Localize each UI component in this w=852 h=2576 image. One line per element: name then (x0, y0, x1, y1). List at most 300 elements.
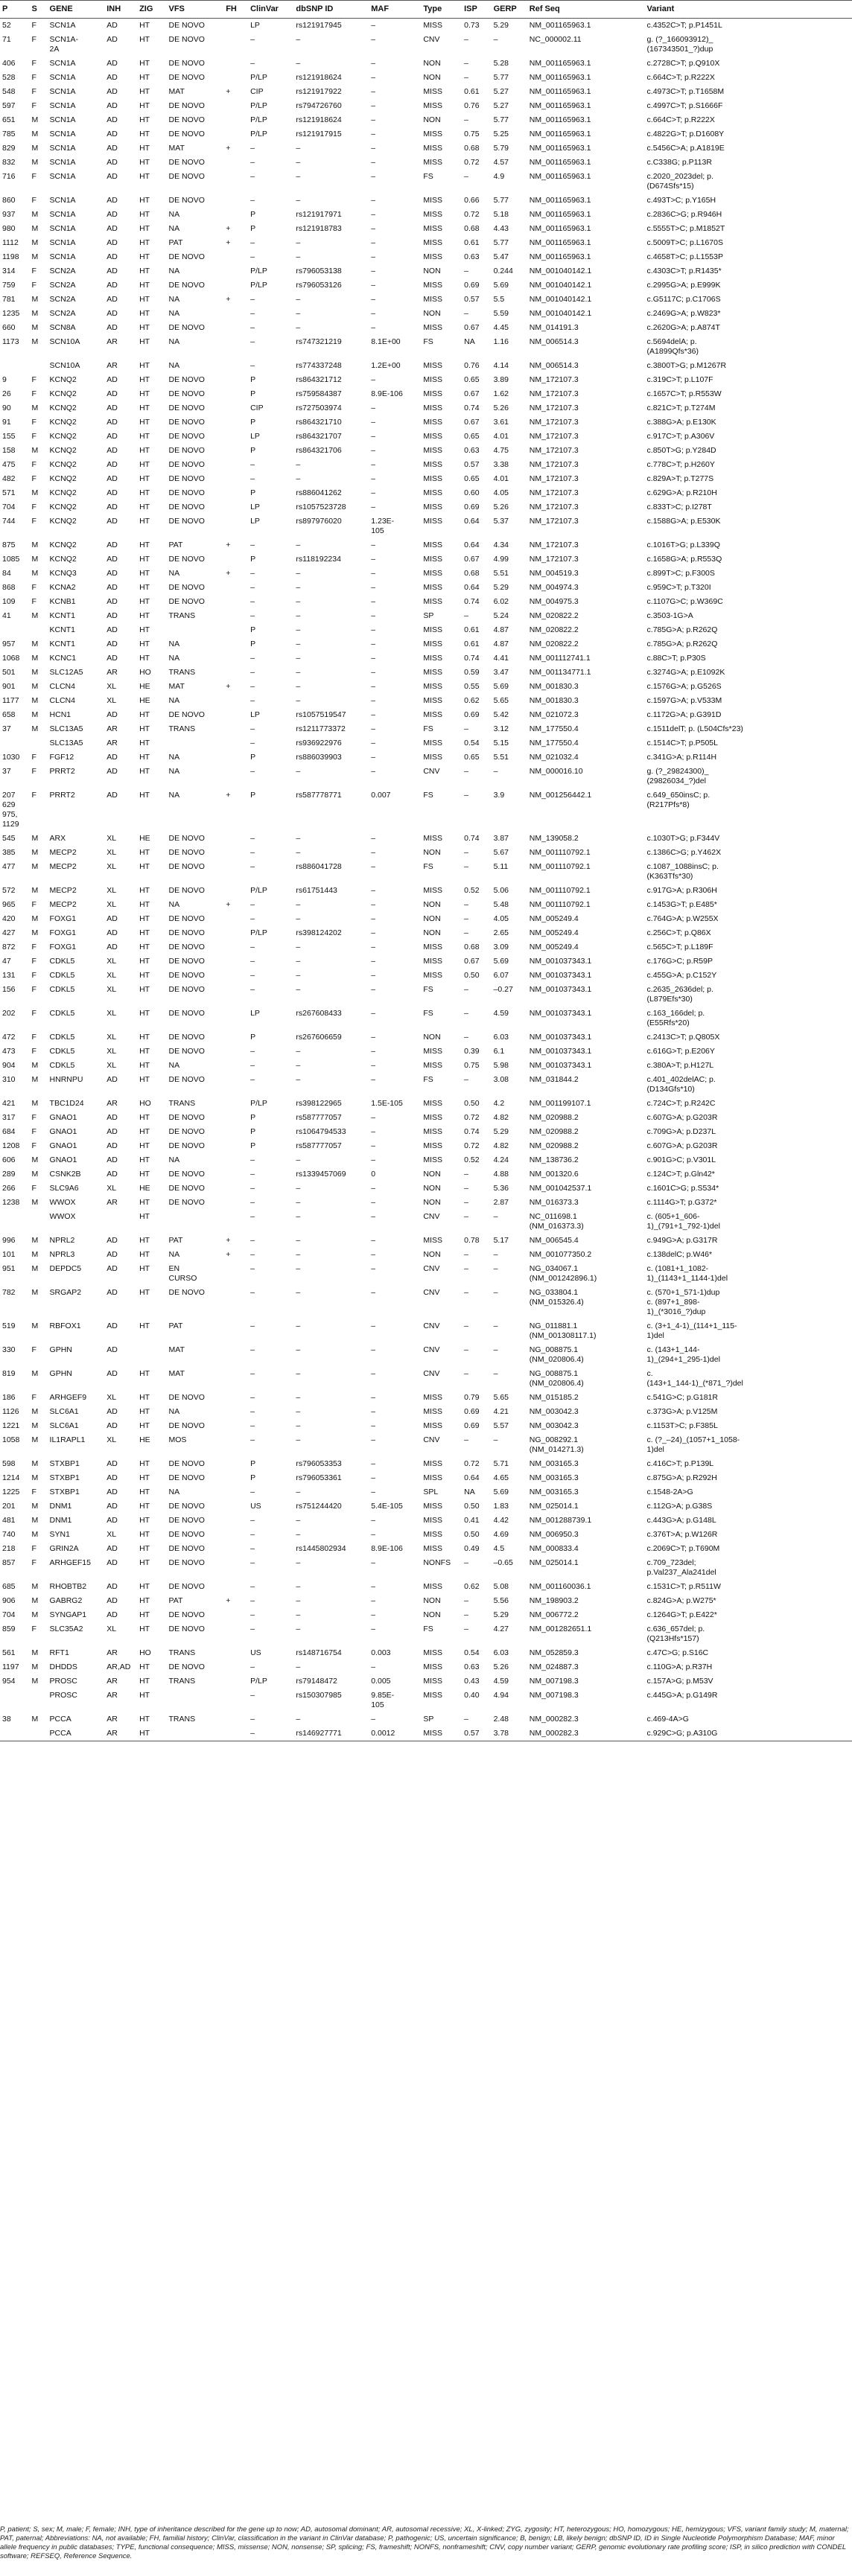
table-row (0, 1419, 852, 1433)
table-cell: DE NOVO (168, 488, 205, 497)
table-cell (223, 736, 248, 750)
table-cell (223, 1471, 248, 1485)
table-cell: DE NOVO (168, 389, 205, 398)
table-cell: – (464, 1558, 468, 1567)
table-cell: HT (139, 654, 150, 663)
table-cell: DE NOVO (168, 943, 205, 951)
table-cell: – (250, 1236, 255, 1245)
table-cell: HT (139, 224, 150, 233)
table-cell: – (296, 1250, 301, 1259)
table-cell: LP (250, 503, 260, 511)
table-cell: 0.75 (464, 130, 480, 138)
table-cell: KCNQ2 (49, 541, 77, 549)
table-cell: – (250, 35, 255, 44)
table-cell: c.1657C>T; p.R553W (646, 389, 722, 398)
table-cell: 0.66 (464, 196, 480, 205)
table-cell: 5.08 (493, 1582, 509, 1591)
table-cell: NM_001165963.1 (529, 172, 591, 181)
table-cell: AD (106, 928, 118, 937)
table-cell: MAT (168, 87, 185, 96)
table-cell: P/LP (250, 73, 267, 82)
table-cell: MISS (423, 1582, 443, 1591)
table-cell (223, 609, 248, 623)
table-cell: – (250, 541, 255, 549)
table-cell: MISS (423, 474, 443, 483)
table-cell: 2.87 (493, 1198, 509, 1207)
table-cell: c.110G>A; p.R37H (646, 1662, 713, 1671)
table-cell: 904 (2, 1061, 16, 1070)
table-cell: 1225 (2, 1488, 20, 1496)
table-cell: 4.43 (493, 224, 509, 233)
table-cell: rs886041728 (296, 862, 342, 871)
table-cell: MISS (423, 1393, 443, 1402)
table-cell: STXBP1 (49, 1473, 80, 1482)
table-row (0, 127, 852, 141)
table-cell: 5.37 (493, 517, 509, 526)
table-cell: M (31, 224, 39, 233)
table-cell (223, 415, 248, 430)
table-cell: c.2469G>A; p.W823* (646, 309, 721, 318)
table-cell: 6.07 (493, 971, 509, 980)
table-cell: M (31, 724, 39, 733)
table-cell: rs121918624 (296, 73, 342, 82)
table-cell: c.401_402delAC; p. (D134Gfs*10) (646, 1075, 716, 1094)
table-cell: NONFS (423, 1558, 451, 1567)
table-cell: 0.52 (464, 886, 480, 895)
table-cell (223, 623, 248, 637)
table-cell: – (371, 460, 376, 469)
table-cell: – (250, 971, 255, 980)
table-cell: 5.29 (493, 1610, 509, 1619)
table-cell: 571 (2, 488, 16, 497)
table-cell: c.829A>T; p.T277S (646, 474, 714, 483)
table-cell: KCNT1 (49, 611, 75, 620)
table-cell: M (31, 862, 39, 871)
table-cell: DE NOVO (168, 460, 205, 469)
table-cell: AD (106, 252, 118, 261)
table-cell: – (371, 900, 376, 909)
table-cell: F (31, 432, 36, 441)
table-cell: AD (106, 503, 118, 511)
table-cell: HT (139, 59, 150, 68)
column-header: P (0, 1, 29, 19)
table-cell: – (371, 834, 376, 843)
table-row (0, 1045, 852, 1059)
table-cell: 155 (2, 432, 16, 441)
table-cell: AD (106, 1170, 118, 1179)
table-row (0, 1727, 852, 1741)
table-cell: – (464, 1033, 468, 1042)
table-cell: HT (139, 1715, 150, 1724)
table-cell: – (250, 767, 255, 776)
table-cell: M (31, 144, 39, 153)
table-cell: MOS (168, 1435, 187, 1444)
table-cell: 5.26 (493, 1662, 509, 1671)
table-cell: – (371, 1198, 376, 1207)
table-cell: FS (423, 1009, 433, 1018)
table-cell: NM_021072.3 (529, 710, 579, 719)
table-cell: TRANS (168, 1677, 196, 1686)
table-cell: MISS (423, 1141, 443, 1150)
table-cell: DE NOVO (168, 432, 205, 441)
table-row (0, 708, 852, 722)
table-cell: NM_001037343.1 (529, 985, 592, 994)
table-cell: 4.14 (493, 361, 509, 370)
table-cell: NA (168, 309, 180, 318)
table-cell: PCCA (49, 1715, 71, 1724)
table-cell: 6.03 (493, 1648, 509, 1657)
table-cell: 9.85E- 105 (371, 1691, 395, 1709)
table-cell: c.3800T>G; p.M1267R (646, 361, 727, 370)
table-row (0, 846, 852, 860)
table-row (0, 788, 852, 832)
table-cell: AD (106, 460, 118, 469)
table-cell (223, 1580, 248, 1594)
table-cell: – (371, 59, 376, 68)
table-cell: M (31, 446, 39, 455)
table-cell: – (371, 1610, 376, 1619)
table-cell (223, 33, 248, 57)
table-cell: 0.68 (464, 569, 480, 578)
table-cell: – (464, 724, 468, 733)
table-cell: DE NOVO (168, 1582, 205, 1591)
table-cell: 0.62 (464, 696, 480, 705)
table-cell: F (31, 583, 36, 592)
table-cell: 1030 (2, 753, 20, 762)
table-row (0, 1210, 852, 1234)
column-header: VFS (167, 1, 224, 19)
table-cell: – (250, 654, 255, 663)
table-row (0, 401, 852, 415)
table-cell: AD (106, 1544, 118, 1553)
table-cell: MISS (423, 432, 443, 441)
table-cell: 427 (2, 928, 16, 937)
table-cell: DE NOVO (168, 281, 205, 290)
table-cell: FS (423, 862, 433, 871)
table-cell: – (371, 1212, 376, 1221)
table-cell: NM_177550.4 (529, 739, 579, 747)
table-cell: AD (106, 1582, 118, 1591)
table-cell: c.629G>A; p.R210H (646, 488, 717, 497)
table-cell (223, 194, 248, 208)
table-cell: – (493, 1288, 498, 1297)
table-cell: 965 (2, 900, 16, 909)
table-cell: 0.68 (464, 144, 480, 153)
table-cell: M (31, 210, 39, 219)
table-cell (223, 250, 248, 264)
table-cell: c.1087_1088insC; p. (K363Tfs*30) (646, 862, 719, 881)
table-cell: – (250, 323, 255, 332)
table-cell: F (31, 957, 36, 966)
table-cell: 782 (2, 1288, 16, 1297)
table-cell: – (250, 1322, 255, 1330)
table-cell: HT (139, 1061, 150, 1070)
table-cell: TRANS (168, 1715, 196, 1724)
table-cell (223, 472, 248, 486)
table-cell: c.2020_2023del; p. (D674Sfs*15) (646, 172, 713, 191)
table-cell: – (296, 1236, 301, 1245)
table-cell (223, 552, 248, 567)
table-cell: rs796053353 (296, 1459, 342, 1468)
table-cell: 91 (2, 418, 11, 427)
table-cell: – (296, 914, 301, 923)
table-cell (223, 113, 248, 127)
table-cell: 0.74 (464, 834, 480, 843)
table-cell: XL (106, 848, 117, 857)
table-cell: SLC6A1 (49, 1407, 79, 1416)
table-cell: – (464, 1435, 468, 1444)
table-cell: PROSC (49, 1677, 77, 1686)
table-cell: 3.78 (492, 1727, 527, 1741)
table-row (0, 430, 852, 444)
table-cell: rs794726760 (296, 101, 342, 110)
table-cell: – (250, 848, 255, 857)
table-cell: c.112G>A; p.G38S (646, 1502, 713, 1511)
table-cell: c.138delC; p.W46* (646, 1250, 713, 1259)
table-cell: 5.57 (493, 1421, 509, 1430)
table-row (0, 1073, 852, 1097)
table-cell: CNV (423, 1264, 440, 1273)
table-cell: M (31, 640, 39, 648)
table-cell: HT (139, 985, 150, 994)
table-cell: c. (143+1_144- 1)_(294+1_295-1)del (646, 1345, 720, 1364)
table-cell: 1112 (2, 238, 19, 247)
table-cell: AD (106, 1488, 118, 1496)
table-cell: TRANS (168, 668, 196, 677)
table-cell: HO (139, 1099, 151, 1108)
table-cell: NM_001165963.1 (529, 21, 591, 30)
table-cell: c.785G>A; p.R262Q (646, 625, 718, 634)
table-cell: – (296, 654, 301, 663)
table-cell: MISS (423, 957, 443, 966)
table-cell: XL (106, 900, 117, 909)
table-cell: DE NOVO (168, 115, 205, 124)
table-cell: – (371, 1715, 376, 1724)
table-cell: NM_001256442.1 (529, 791, 592, 800)
table-cell: c. (1081+1_1082- 1)_(1143+1_1144-1)del (646, 1264, 728, 1283)
table-cell: 597 (2, 101, 16, 110)
table-cell: 131 (2, 971, 16, 980)
table-cell: – (371, 1113, 376, 1122)
table-cell: NM_172107.3 (529, 375, 579, 384)
table-cell (223, 373, 248, 387)
table-cell: – (250, 144, 255, 153)
table-cell: NON (423, 59, 441, 68)
table-cell: HT (139, 323, 150, 332)
table-cell: 4.94 (493, 1691, 509, 1700)
table-cell: –0.27 (493, 985, 513, 994)
table-cell: 0.65 (464, 432, 480, 441)
table-cell: 90 (2, 404, 11, 412)
table-cell: NA (168, 1488, 180, 1496)
table-cell: RFT1 (49, 1648, 69, 1657)
table-cell: HT (139, 295, 150, 304)
table-cell: XL (106, 1061, 117, 1070)
table-cell: M (31, 488, 39, 497)
table-cell: 0.52 (464, 1155, 480, 1164)
table-cell: – (296, 59, 301, 68)
table-cell: – (250, 1345, 255, 1354)
table-cell: – (464, 73, 468, 82)
table-cell: HT (139, 625, 150, 634)
table-cell: c.1153T>C; p.F385L (646, 1421, 718, 1430)
table-cell: NM_000282.3 (529, 1715, 579, 1724)
table-cell: HT (139, 1236, 150, 1245)
table-row (0, 832, 852, 846)
table-cell (223, 1419, 248, 1433)
table-cell: – (371, 957, 376, 966)
table-cell: – (250, 309, 255, 318)
table-cell: – (250, 1061, 255, 1070)
table-cell: 4.24 (493, 1155, 509, 1164)
table-cell (223, 1059, 248, 1073)
table-cell: MISS (423, 583, 443, 592)
table-cell: 0.61 (464, 640, 480, 648)
table-cell: M (31, 1075, 39, 1084)
table-row (0, 651, 852, 666)
table-cell: – (296, 943, 301, 951)
table-cell: STXBP1 (49, 1459, 80, 1468)
table-cell: 660 (2, 323, 16, 332)
table-cell (223, 208, 248, 222)
table-cell: HT (139, 252, 150, 261)
table-cell: HT (139, 957, 150, 966)
table-cell: 4.57 (493, 158, 509, 167)
table-cell: MISS (423, 1691, 443, 1700)
table-cell: c.4658T>C; p.L1553P (646, 252, 723, 261)
table-cell: US (250, 1502, 261, 1511)
table-cell: 0.68 (464, 943, 480, 951)
table-cell: rs864321706 (296, 446, 342, 455)
table-cell: HT (139, 73, 150, 82)
table-cell: AD (106, 432, 118, 441)
table-row (0, 1196, 852, 1210)
table-cell: c.416C>T; p.P139L (646, 1459, 714, 1468)
table-cell: 5.69 (493, 957, 509, 966)
table-cell: HT (139, 710, 150, 719)
table-cell: NM_005249.4 (529, 914, 579, 923)
table-row (0, 359, 852, 373)
table-cell: HT (139, 172, 150, 181)
table-cell: – (371, 309, 376, 318)
table-cell: – (464, 1322, 468, 1330)
table-cell: AD (106, 1127, 118, 1136)
table-cell: 5.27 (493, 87, 509, 96)
table-cell: rs796053126 (296, 281, 342, 290)
table-cell: c.341G>A; p.R114H (646, 753, 717, 762)
table-cell: NM_052859.3 (529, 1648, 579, 1657)
table-cell: HT (139, 1250, 150, 1259)
table-cell: MISS (423, 1648, 443, 1657)
table-cell: c.607G>A; p.G203R (646, 1141, 718, 1150)
table-cell: AD (106, 1516, 118, 1525)
table-cell: rs587777057 (296, 1113, 342, 1122)
table-cell: F (31, 35, 36, 44)
table-cell: – (296, 640, 301, 648)
table-cell: g. (?_29824300)_ (29826034_?)del (646, 767, 709, 785)
table-cell: SLC13A5 (49, 739, 83, 747)
table-cell: – (371, 115, 376, 124)
table-cell: US (250, 1648, 261, 1657)
table-cell: HT (139, 446, 150, 455)
table-cell: MISS (423, 517, 443, 526)
table-cell: CNV (423, 1369, 440, 1378)
table-cell: 0.003 (371, 1648, 391, 1657)
table-cell (223, 71, 248, 85)
table-cell: AD (106, 1322, 118, 1330)
table-cell: 0.244 (493, 267, 513, 275)
column-header: INH (104, 1, 137, 19)
table-cell: c. (570+1_571-1)dup c. (897+1_898- 1)_(*3016_?)dup (646, 1288, 720, 1316)
table-cell (0, 1689, 29, 1712)
table-cell: RBFOX1 (49, 1322, 81, 1330)
table-cell: 266 (2, 1184, 16, 1193)
table-cell: c.47C>G; p.S16C (646, 1648, 709, 1657)
table-cell: MECP2 (49, 862, 77, 871)
table-cell: – (250, 957, 255, 966)
table-cell: HT (139, 375, 150, 384)
table-cell: – (371, 130, 376, 138)
table-cell: c.949G>A; p.G317R (646, 1236, 718, 1245)
table-cell: NM_001165963.1 (529, 87, 591, 96)
table-cell (0, 359, 29, 373)
table-row (0, 444, 852, 458)
table-cell: NON (423, 928, 441, 937)
table-cell: c.4997C>T; p.S1666F (646, 101, 723, 110)
table-row (0, 1528, 852, 1542)
table-cell: 8.9E-106 (371, 389, 403, 398)
table-cell: c.157A>G; p.M53V (646, 1677, 713, 1686)
table-cell: + (226, 224, 231, 233)
table-cell: P (250, 418, 256, 427)
table-cell: PRRT2 (49, 767, 75, 776)
table-cell: DE NOVO (168, 1075, 205, 1084)
table-cell: 1197 (2, 1662, 19, 1671)
table-cell: NM_001199107.1 (529, 1099, 591, 1108)
table-row (0, 1182, 852, 1196)
table-cell: M (31, 886, 39, 895)
table-cell: NM_172107.3 (529, 555, 579, 564)
table-cell: – (296, 144, 301, 153)
table-cell: – (296, 1488, 301, 1496)
table-cell (223, 1689, 248, 1712)
table-cell: – (250, 474, 255, 483)
table-cell: 0.64 (464, 517, 480, 526)
table-cell: – (371, 503, 376, 511)
table-cell: + (226, 1596, 231, 1605)
table-cell: c.4303C>T; p.R1435* (646, 267, 722, 275)
table-cell: – (464, 767, 468, 776)
table-cell: NM_001165963.1 (529, 196, 591, 205)
table-cell: KCNQ2 (49, 503, 77, 511)
table-cell: DE NOVO (168, 101, 205, 110)
table-cell (223, 1343, 248, 1367)
table-cell (223, 954, 248, 969)
table-cell: 475 (2, 460, 16, 469)
table-cell: 0.61 (464, 625, 480, 634)
table-cell: – (296, 696, 301, 705)
table-cell: M (31, 130, 39, 138)
table-cell: M (31, 1677, 39, 1686)
table-cell: SP (423, 611, 434, 620)
table-row (0, 1689, 852, 1712)
table-cell: 481 (2, 1516, 16, 1525)
table-cell: RHOBTB2 (49, 1582, 87, 1591)
table-cell: SCN1A (49, 101, 76, 110)
table-cell: AD (106, 21, 118, 30)
table-cell: 1068 (2, 654, 20, 663)
table-cell: 0.50 (464, 1502, 480, 1511)
